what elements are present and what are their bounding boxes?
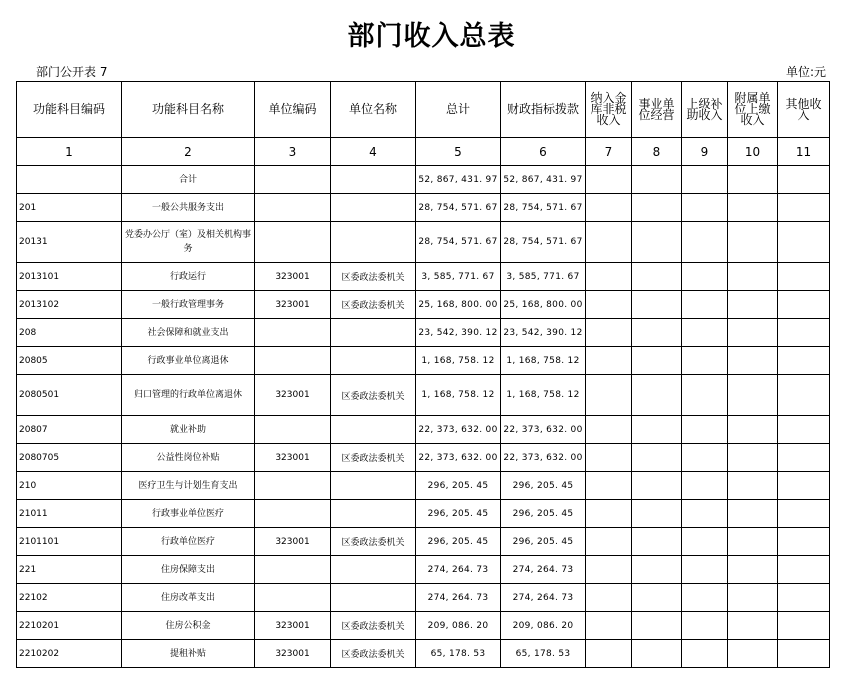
total-cell: 28, 754, 571. 67 bbox=[416, 222, 501, 263]
non-tax-income-cell bbox=[586, 347, 632, 375]
non-tax-income-cell bbox=[586, 472, 632, 500]
unit-code-cell bbox=[255, 222, 331, 263]
function-name-cell: 住房改革支出 bbox=[122, 584, 255, 612]
business-income-cell bbox=[632, 556, 682, 584]
fiscal-allocation-cell: 296, 205. 45 bbox=[501, 500, 586, 528]
business-income-cell bbox=[632, 416, 682, 444]
superior-subsidy-cell bbox=[682, 194, 728, 222]
unit-name-cell: 区委政法委机关 bbox=[331, 375, 416, 416]
function-name-cell: 行政事业单位离退休 bbox=[122, 347, 255, 375]
total-cell: 209, 086. 20 bbox=[416, 612, 501, 640]
fiscal-allocation-cell: 22, 373, 632. 00 bbox=[501, 444, 586, 472]
income-summary-table bbox=[16, 81, 830, 668]
function-code-cell: 2080501 bbox=[17, 375, 122, 416]
unit-name-cell: 区委政法委机关 bbox=[331, 612, 416, 640]
header-cell: 纳入金库非税收入 bbox=[586, 82, 632, 138]
unit-code-cell bbox=[255, 472, 331, 500]
other-income-cell bbox=[778, 556, 830, 584]
header-cell: 其他收入 bbox=[778, 82, 830, 138]
business-income-cell bbox=[632, 375, 682, 416]
table-row bbox=[17, 347, 830, 375]
table-row bbox=[17, 222, 830, 263]
superior-subsidy-cell bbox=[682, 416, 728, 444]
index-cell: 8 bbox=[632, 138, 682, 166]
index-cell: 9 bbox=[682, 138, 728, 166]
fiscal-allocation-cell: 25, 168, 800. 00 bbox=[501, 291, 586, 319]
non-tax-income-cell bbox=[586, 166, 632, 194]
business-income-cell bbox=[632, 528, 682, 556]
business-income-cell bbox=[632, 263, 682, 291]
business-income-cell bbox=[632, 584, 682, 612]
header-cell: 总计 bbox=[416, 82, 501, 138]
other-income-cell bbox=[778, 444, 830, 472]
fiscal-allocation-cell: 28, 754, 571. 67 bbox=[501, 194, 586, 222]
fiscal-allocation-cell: 296, 205. 45 bbox=[501, 472, 586, 500]
index-cell: 6 bbox=[501, 138, 586, 166]
non-tax-income-cell bbox=[586, 375, 632, 416]
other-income-cell bbox=[778, 584, 830, 612]
superior-subsidy-cell bbox=[682, 640, 728, 668]
other-income-cell bbox=[778, 222, 830, 263]
business-income-cell bbox=[632, 319, 682, 347]
function-name-cell: 提租补贴 bbox=[122, 640, 255, 668]
superior-subsidy-cell bbox=[682, 444, 728, 472]
superior-subsidy-cell bbox=[682, 584, 728, 612]
superior-subsidy-cell bbox=[682, 500, 728, 528]
function-code-cell: 201 bbox=[17, 194, 122, 222]
table-row bbox=[17, 612, 830, 640]
index-cell: 1 bbox=[17, 138, 122, 166]
other-income-cell bbox=[778, 528, 830, 556]
function-code-cell bbox=[17, 166, 122, 194]
fiscal-allocation-cell: 1, 168, 758. 12 bbox=[501, 347, 586, 375]
table-row bbox=[17, 500, 830, 528]
superior-subsidy-cell bbox=[682, 375, 728, 416]
function-code-cell: 2013102 bbox=[17, 291, 122, 319]
non-tax-income-cell bbox=[586, 584, 632, 612]
total-cell: 296, 205. 45 bbox=[416, 528, 501, 556]
superior-subsidy-cell bbox=[682, 556, 728, 584]
index-cell: 10 bbox=[728, 138, 778, 166]
function-code-cell: 208 bbox=[17, 319, 122, 347]
header-cell: 附属单位上缴收入 bbox=[728, 82, 778, 138]
affiliate-remit-cell bbox=[728, 263, 778, 291]
unit-name-cell bbox=[331, 166, 416, 194]
fiscal-allocation-cell: 65, 178. 53 bbox=[501, 640, 586, 668]
business-income-cell bbox=[632, 222, 682, 263]
function-code-cell: 2080705 bbox=[17, 444, 122, 472]
superior-subsidy-cell bbox=[682, 612, 728, 640]
unit-code-cell: 323001 bbox=[255, 528, 331, 556]
function-name-cell: 合计 bbox=[122, 166, 255, 194]
superior-subsidy-cell bbox=[682, 222, 728, 263]
function-name-cell: 医疗卫生与计划生育支出 bbox=[122, 472, 255, 500]
unit-code-cell: 323001 bbox=[255, 375, 331, 416]
unit-name-cell bbox=[331, 222, 416, 263]
function-name-cell: 行政单位医疗 bbox=[122, 528, 255, 556]
function-name-cell: 归口管理的行政单位离退休 bbox=[122, 375, 255, 416]
superior-subsidy-cell bbox=[682, 319, 728, 347]
superior-subsidy-cell bbox=[682, 166, 728, 194]
affiliate-remit-cell bbox=[728, 640, 778, 668]
total-cell: 52, 867, 431. 97 bbox=[416, 166, 501, 194]
affiliate-remit-cell bbox=[728, 291, 778, 319]
affiliate-remit-cell bbox=[728, 556, 778, 584]
function-code-cell: 21011 bbox=[17, 500, 122, 528]
index-cell: 11 bbox=[778, 138, 830, 166]
unit-code-cell bbox=[255, 166, 331, 194]
unit-name-cell bbox=[331, 500, 416, 528]
fiscal-allocation-cell: 274, 264. 73 bbox=[501, 584, 586, 612]
total-cell: 3, 585, 771. 67 bbox=[416, 263, 501, 291]
non-tax-income-cell bbox=[586, 556, 632, 584]
other-income-cell bbox=[778, 640, 830, 668]
affiliate-remit-cell bbox=[728, 444, 778, 472]
unit-code-cell bbox=[255, 500, 331, 528]
business-income-cell bbox=[632, 444, 682, 472]
unit-name-cell bbox=[331, 194, 416, 222]
business-income-cell bbox=[632, 347, 682, 375]
affiliate-remit-cell bbox=[728, 194, 778, 222]
business-income-cell bbox=[632, 472, 682, 500]
non-tax-income-cell bbox=[586, 612, 632, 640]
table-row bbox=[17, 584, 830, 612]
unit-name-cell bbox=[331, 584, 416, 612]
header-cell: 功能科目名称 bbox=[122, 82, 255, 138]
table-row bbox=[17, 166, 830, 194]
header-cell: 单位名称 bbox=[331, 82, 416, 138]
page-title: 部门收入总表 bbox=[347, 21, 516, 52]
total-cell: 274, 264. 73 bbox=[416, 584, 501, 612]
function-name-cell: 公益性岗位补贴 bbox=[122, 444, 255, 472]
unit-code-cell bbox=[255, 319, 331, 347]
unit-code-cell bbox=[255, 347, 331, 375]
business-income-cell bbox=[632, 500, 682, 528]
fiscal-allocation-cell: 296, 205. 45 bbox=[501, 528, 586, 556]
total-cell: 65, 178. 53 bbox=[416, 640, 501, 668]
index-cell: 4 bbox=[331, 138, 416, 166]
total-cell: 296, 205. 45 bbox=[416, 472, 501, 500]
function-code-cell: 20807 bbox=[17, 416, 122, 444]
table-row bbox=[17, 444, 830, 472]
total-cell: 274, 264. 73 bbox=[416, 556, 501, 584]
fiscal-allocation-cell: 3, 585, 771. 67 bbox=[501, 263, 586, 291]
function-code-cell: 210 bbox=[17, 472, 122, 500]
non-tax-income-cell bbox=[586, 319, 632, 347]
fiscal-allocation-cell: 28, 754, 571. 67 bbox=[501, 222, 586, 263]
function-name-cell: 住房公积金 bbox=[122, 612, 255, 640]
function-name-cell: 一般公共服务支出 bbox=[122, 194, 255, 222]
header-cell: 单位编码 bbox=[255, 82, 331, 138]
index-cell: 2 bbox=[122, 138, 255, 166]
other-income-cell bbox=[778, 472, 830, 500]
header-cell: 事业单位经营 bbox=[632, 82, 682, 138]
function-code-cell: 2210201 bbox=[17, 612, 122, 640]
unit-name-cell bbox=[331, 556, 416, 584]
header-cell: 上级补助收入 bbox=[682, 82, 728, 138]
fiscal-allocation-cell: 22, 373, 632. 00 bbox=[501, 416, 586, 444]
function-code-cell: 221 bbox=[17, 556, 122, 584]
function-name-cell: 行政运行 bbox=[122, 263, 255, 291]
other-income-cell bbox=[778, 375, 830, 416]
unit-name-cell: 区委政法委机关 bbox=[331, 444, 416, 472]
unit-name-cell bbox=[331, 416, 416, 444]
business-income-cell bbox=[632, 166, 682, 194]
function-name-cell: 住房保障支出 bbox=[122, 556, 255, 584]
affiliate-remit-cell bbox=[728, 416, 778, 444]
function-code-cell: 20131 bbox=[17, 222, 122, 263]
non-tax-income-cell bbox=[586, 444, 632, 472]
other-income-cell bbox=[778, 291, 830, 319]
affiliate-remit-cell bbox=[728, 375, 778, 416]
fiscal-allocation-cell: 52, 867, 431. 97 bbox=[501, 166, 586, 194]
function-code-cell: 20805 bbox=[17, 347, 122, 375]
other-income-cell bbox=[778, 194, 830, 222]
affiliate-remit-cell bbox=[728, 584, 778, 612]
unit-code-cell: 323001 bbox=[255, 291, 331, 319]
function-code-cell: 2101101 bbox=[17, 528, 122, 556]
total-cell: 22, 373, 632. 00 bbox=[416, 416, 501, 444]
unit-code-cell: 323001 bbox=[255, 612, 331, 640]
superior-subsidy-cell bbox=[682, 263, 728, 291]
form-label: 部门公开表 7 bbox=[36, 65, 108, 79]
table-row bbox=[17, 263, 830, 291]
function-name-cell: 就业补助 bbox=[122, 416, 255, 444]
other-income-cell bbox=[778, 319, 830, 347]
affiliate-remit-cell bbox=[728, 166, 778, 194]
total-cell: 28, 754, 571. 67 bbox=[416, 194, 501, 222]
total-cell: 22, 373, 632. 00 bbox=[416, 444, 501, 472]
index-cell: 7 bbox=[586, 138, 632, 166]
business-income-cell bbox=[632, 194, 682, 222]
total-cell: 1, 168, 758. 12 bbox=[416, 347, 501, 375]
function-name-cell: 社会保障和就业支出 bbox=[122, 319, 255, 347]
header-cell: 功能科目编码 bbox=[17, 82, 122, 138]
non-tax-income-cell bbox=[586, 222, 632, 263]
table-row bbox=[17, 640, 830, 668]
unit-name-cell: 区委政法委机关 bbox=[331, 640, 416, 668]
table-row bbox=[17, 291, 830, 319]
total-cell: 296, 205. 45 bbox=[416, 500, 501, 528]
unit-name-cell: 区委政法委机关 bbox=[331, 528, 416, 556]
non-tax-income-cell bbox=[586, 528, 632, 556]
unit-name-cell: 区委政法委机关 bbox=[331, 263, 416, 291]
table-row bbox=[17, 375, 830, 416]
non-tax-income-cell bbox=[586, 500, 632, 528]
function-code-cell: 2210202 bbox=[17, 640, 122, 668]
unit-name-cell bbox=[331, 319, 416, 347]
total-cell: 23, 542, 390. 12 bbox=[416, 319, 501, 347]
unit-name-cell: 区委政法委机关 bbox=[331, 291, 416, 319]
function-code-cell: 2013101 bbox=[17, 263, 122, 291]
function-name-cell: 党委办公厅（室）及相关机构事务 bbox=[122, 222, 255, 263]
unit-code-cell: 323001 bbox=[255, 263, 331, 291]
header-row bbox=[17, 82, 830, 138]
business-income-cell bbox=[632, 291, 682, 319]
table-row bbox=[17, 194, 830, 222]
non-tax-income-cell bbox=[586, 194, 632, 222]
fiscal-allocation-cell: 274, 264. 73 bbox=[501, 556, 586, 584]
header-cell: 财政指标拨款 bbox=[501, 82, 586, 138]
affiliate-remit-cell bbox=[728, 347, 778, 375]
index-cell: 3 bbox=[255, 138, 331, 166]
table-row bbox=[17, 528, 830, 556]
affiliate-remit-cell bbox=[728, 472, 778, 500]
other-income-cell bbox=[778, 500, 830, 528]
business-income-cell bbox=[632, 612, 682, 640]
affiliate-remit-cell bbox=[728, 500, 778, 528]
affiliate-remit-cell bbox=[728, 319, 778, 347]
total-cell: 1, 168, 758. 12 bbox=[416, 375, 501, 416]
index-row bbox=[17, 138, 830, 166]
table-row bbox=[17, 319, 830, 347]
function-name-cell: 一般行政管理事务 bbox=[122, 291, 255, 319]
unit-code-cell bbox=[255, 584, 331, 612]
unit-name-cell bbox=[331, 472, 416, 500]
superior-subsidy-cell bbox=[682, 291, 728, 319]
index-cell: 5 bbox=[416, 138, 501, 166]
non-tax-income-cell bbox=[586, 263, 632, 291]
affiliate-remit-cell bbox=[728, 222, 778, 263]
function-code-cell: 22102 bbox=[17, 584, 122, 612]
total-cell: 25, 168, 800. 00 bbox=[416, 291, 501, 319]
unit-name-cell bbox=[331, 347, 416, 375]
non-tax-income-cell bbox=[586, 640, 632, 668]
other-income-cell bbox=[778, 166, 830, 194]
other-income-cell bbox=[778, 347, 830, 375]
affiliate-remit-cell bbox=[728, 528, 778, 556]
other-income-cell bbox=[778, 263, 830, 291]
table-row bbox=[17, 472, 830, 500]
table-row bbox=[17, 556, 830, 584]
unit-code-cell bbox=[255, 194, 331, 222]
affiliate-remit-cell bbox=[728, 612, 778, 640]
superior-subsidy-cell bbox=[682, 472, 728, 500]
fiscal-allocation-cell: 209, 086. 20 bbox=[501, 612, 586, 640]
fiscal-allocation-cell: 1, 168, 758. 12 bbox=[501, 375, 586, 416]
business-income-cell bbox=[632, 640, 682, 668]
other-income-cell bbox=[778, 612, 830, 640]
non-tax-income-cell bbox=[586, 416, 632, 444]
superior-subsidy-cell bbox=[682, 347, 728, 375]
unit-label: 单位:元 bbox=[785, 65, 826, 79]
unit-code-cell: 323001 bbox=[255, 640, 331, 668]
function-name-cell: 行政事业单位医疗 bbox=[122, 500, 255, 528]
fiscal-allocation-cell: 23, 542, 390. 12 bbox=[501, 319, 586, 347]
non-tax-income-cell bbox=[586, 291, 632, 319]
table-row bbox=[17, 416, 830, 444]
unit-code-cell: 323001 bbox=[255, 444, 331, 472]
superior-subsidy-cell bbox=[682, 528, 728, 556]
other-income-cell bbox=[778, 416, 830, 444]
unit-code-cell bbox=[255, 416, 331, 444]
unit-code-cell bbox=[255, 556, 331, 584]
